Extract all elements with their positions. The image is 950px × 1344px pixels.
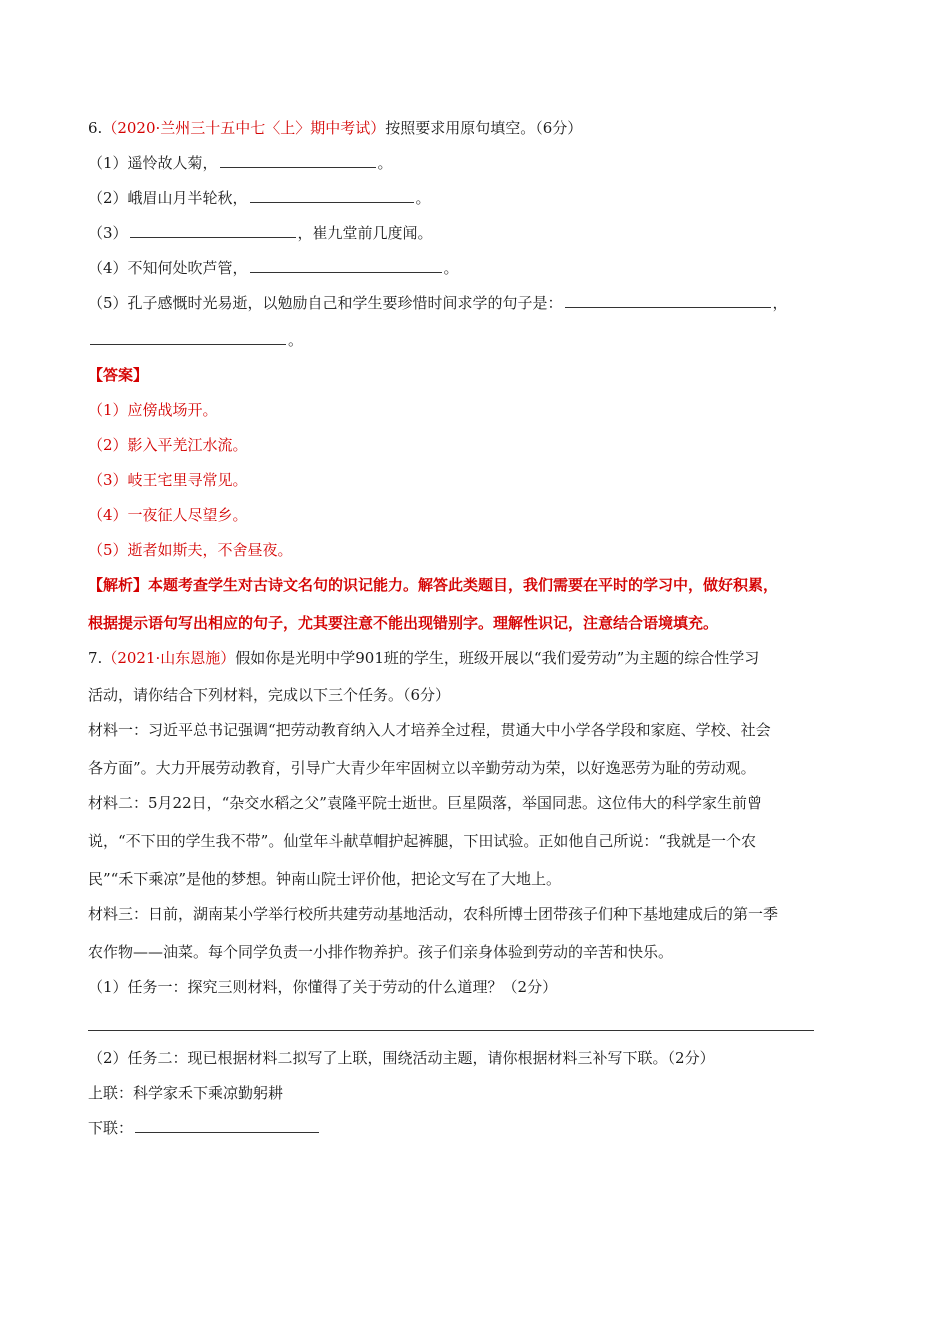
material-2-line-2: 说，“不下田的学生我不带”。仙堂年斗献草帽护起裤腿，下田试验。正如他自己所说：“我就是一个农 [88,832,757,850]
q6-item-2-text: （2）峨眉山月半轮秋， [88,189,248,207]
analysis-text-2: 根据提示语句写出相应的句子，尤其要注意不能出现错别字。理解性识记，注意结合语境填充。 [88,614,719,632]
answer-4: （4）一夜征人尽望乡。 [88,506,248,524]
q6-item-5-cont-end: 。 [288,331,304,349]
material-3-line-1: 材料三：日前，湖南某小学举行校所共建劳动基地活动，农科所博士团带孩子们种下基地建成后的第一季 [88,905,779,923]
q7-source: （2021·山东恩施） [102,649,236,667]
answer-blank[interactable] [250,188,414,203]
answer-label: 【答案】 [88,366,149,384]
q6-source: （2020·兰州三十五中七〈上〉期中考试） [102,119,386,137]
q6-item-2 [88,188,431,208]
answer-2: （2）影入平羌江水流。 [88,436,248,454]
task-1-answer-line[interactable] [88,1030,814,1031]
material-3-line-2: 农作物——油菜。每个同学负责一小排作物养护。孩子们亲身体验到劳动的辛苦和快乐。 [88,943,674,961]
q6-item-5-end: ， [772,294,788,312]
q6-item-3 [88,223,433,243]
answer-blank[interactable] [250,258,442,273]
upper-couplet: 上联：科学家禾下乘凉勤躬耕 [88,1084,284,1102]
q6-prompt: 按照要求用原句填空。（6分） [385,119,583,137]
q6-item-5-cont [88,330,303,350]
q6-item-1-text: （1）遥怜故人菊， [88,154,218,172]
q6-item-2-end: 。 [415,189,431,207]
answer-blank[interactable] [130,223,296,238]
q6-item-3-end: ，崔九堂前几度闻。 [297,224,433,242]
q6-item-4-text: （4）不知何处吹芦管， [88,259,248,277]
q6-number: 6. [88,119,103,137]
q7-number: 7. [88,649,103,667]
answer-blank[interactable] [220,153,376,168]
q6-item-3-text: （3） [88,224,128,242]
lower-couplet-blank[interactable] [135,1118,319,1133]
q6-heading [88,118,582,138]
q7-intro-1: 假如你是光明中学901班的学生，班级开展以“我们爱劳动”为主题的综合性学习 [235,649,760,667]
q7-intro-2: 活动，请你结合下列材料，完成以下三个任务。（6分） [88,686,451,704]
material-1-line-2: 各方面”。大力开展劳动教育，引导广大青少年牢固树立以辛勤劳动为荣，以好逸恶劳为耻的劳动观。 [88,759,756,777]
q6-item-4-end: 。 [443,259,459,277]
material-1-line-1: 材料一：习近平总书记强调“把劳动教育纳入人才培养全过程，贯通大中小学各学段和家庭、学校、社会 [88,721,771,739]
answer-1: （1）应傍战场开。 [88,401,218,419]
q7-heading [88,648,759,668]
q6-item-4 [88,258,459,278]
material-2-line-1: 材料二：5月22日，“杂交水稻之父”袁隆平院士逝世。巨星陨落，举国同悲。这位伟大的科学家生前曾 [88,794,762,812]
lower-couplet-label: 下联： [88,1119,134,1137]
analysis-text-1: 本题考查学生对古诗文名句的识记能力。解答此类题目，我们需要在平时的学习中，做好积累， [148,576,779,594]
answer-blank[interactable] [565,293,771,308]
analysis-paragraph [88,575,778,595]
task-2: （2）任务二：现已根据材料二拟写了上联，围绕活动主题，请你根据材料三补写下联。（2分） [88,1049,715,1067]
answer-3: （3）岐王宅里寻常见。 [88,471,248,489]
answer-5: （5）逝者如斯夫，不舍昼夜。 [88,541,293,559]
analysis-label: 【解析】 [88,576,149,594]
lower-couplet [88,1118,321,1138]
q6-item-1 [88,153,393,173]
q6-item-5 [88,293,788,313]
q6-item-1-end: 。 [377,154,393,172]
task-1: （1）任务一：探究三则材料，你懂得了关于劳动的什么道理？（2分） [88,978,558,996]
q6-item-5-text: （5）孔子感慨时光易逝，以勉励自己和学生要珍惜时间求学的句子是： [88,294,563,312]
answer-blank[interactable] [90,330,286,345]
material-2-line-3: 民”“禾下乘凉”是他的梦想。钟南山院士评价他，把论文写在了大地上。 [88,870,562,888]
